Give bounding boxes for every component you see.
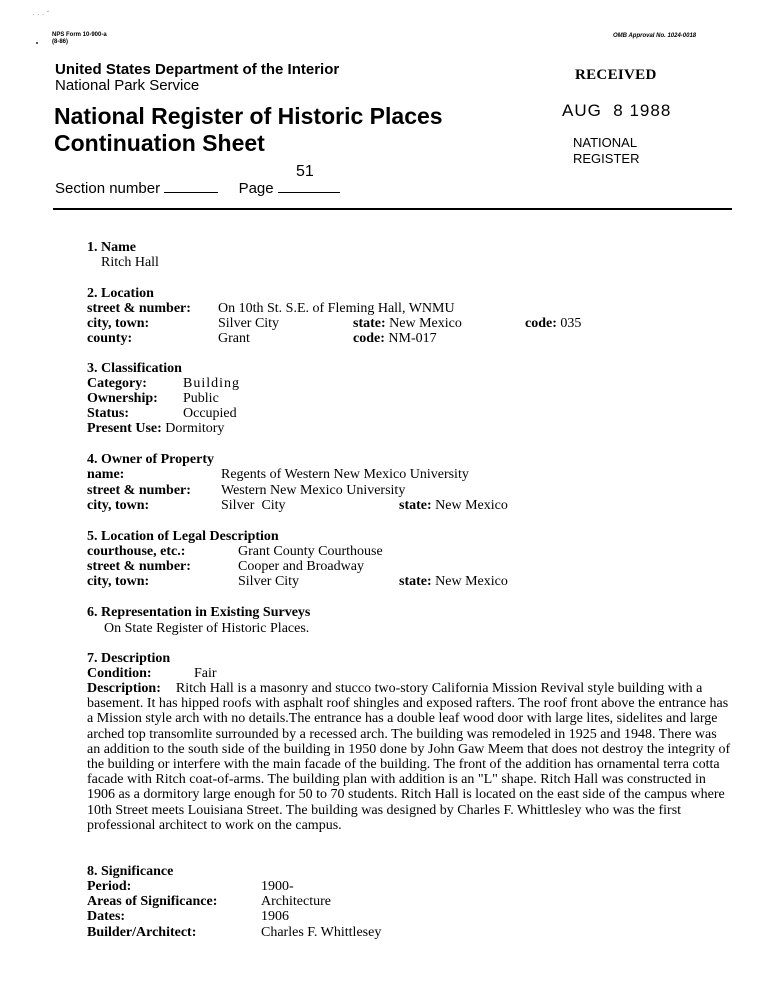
page-blank (278, 180, 340, 193)
field-value: Building (183, 376, 241, 391)
section-heading: 7. Description (87, 651, 171, 666)
field-value: 1900- (261, 879, 294, 894)
page-label: Page (238, 180, 274, 197)
field-value: New Mexico (435, 574, 508, 589)
code-field (525, 316, 581, 331)
field-label: Condition: (87, 666, 152, 681)
scan-marks: · · · ˇ (32, 10, 50, 19)
field-label: state: (353, 316, 386, 331)
field-label: Status: (87, 406, 130, 421)
form-number: NPS Form 10-900-a (8-86) (52, 32, 107, 45)
field-value: Charles F. Whittlesey (261, 925, 382, 940)
section-heading: 3. Classification (87, 361, 182, 376)
field-value: New Mexico (435, 498, 508, 513)
state-field (399, 574, 508, 589)
scan-dot (36, 42, 38, 44)
received-date: AUG 8 1988 (562, 101, 672, 120)
field-value: Grant County Courthouse (238, 544, 383, 559)
field-value: Fair (194, 666, 217, 681)
state-field (353, 316, 462, 331)
field-label: state: (399, 498, 432, 513)
field-value: 035 (560, 316, 582, 331)
property-name: Ritch Hall (101, 255, 159, 271)
field-label: street & number: (87, 559, 191, 574)
page-number: 51 (296, 163, 314, 180)
field-label: Category: (87, 376, 147, 391)
field-label: courthouse, etc.: (87, 544, 186, 559)
field-value: NM-017 (388, 331, 437, 346)
section-name (87, 240, 159, 270)
field-label: city, town: (87, 498, 150, 513)
field-label: street & number: (87, 483, 191, 498)
field-value: Architecture (261, 894, 331, 909)
field-label: city, town: (87, 574, 150, 589)
section-heading: 5. Location of Legal Description (87, 529, 279, 544)
county-code-field (353, 331, 437, 346)
field-value: Cooper and Broadway (238, 559, 364, 574)
field-value: Grant (218, 331, 250, 346)
field-value: Public (183, 391, 219, 406)
field-label: name: (87, 467, 125, 482)
field-value: Regents of Western New Mexico University (221, 467, 469, 482)
field-label: Period: (87, 879, 132, 894)
field-label: city, town: (87, 316, 150, 331)
section-heading: 6. Representation in Existing Surveys (87, 605, 311, 620)
section-heading: 1. Name (87, 240, 136, 255)
description-paragraph (87, 681, 732, 833)
field-label: Ownership: (87, 391, 158, 406)
field-label: code: (525, 316, 557, 331)
present-use-field (87, 421, 224, 436)
national-register-stamp: NATIONAL REGISTER (573, 135, 640, 166)
field-label: street & number: (87, 301, 191, 316)
field-value: Dormitory (165, 421, 225, 436)
field-label: county: (87, 331, 133, 346)
section-blank (164, 180, 218, 193)
field-label: code: (353, 331, 385, 346)
field-value: Occupied (183, 406, 237, 421)
field-value: Western New Mexico University (221, 483, 406, 498)
field-label: Builder/Architect: (87, 925, 197, 940)
field-value: On 10th St. S.E. of Fleming Hall, WNMU (218, 301, 455, 316)
field-value: On State Register of Historic Places. (104, 621, 310, 636)
section-page-row (55, 180, 340, 197)
section-heading: 8. Significance (87, 864, 174, 879)
field-label: Dates: (87, 909, 126, 924)
field-value: Silver City (218, 316, 280, 331)
field-label: Areas of Significance: (87, 894, 218, 909)
field-value: 1906 (261, 909, 289, 924)
field-label: state: (399, 574, 432, 589)
field-label: Present Use: (87, 421, 162, 436)
received-stamp: RECEIVED (575, 67, 657, 83)
omb-approval: OMB Approval No. 1024-0018 (613, 33, 697, 39)
header-divider (53, 208, 732, 210)
department: United States Department of the Interior (55, 61, 340, 78)
section-heading: 4. Owner of Property (87, 452, 215, 467)
section-label: Section number (55, 180, 161, 197)
field-value: Ritch Hall is a masonry and stucco two-story California Mission Revival style building with a basement. It has hipped roofs with asphalt roof shingles and exposed rafters. The roof front above the entrance has a Mission style arch with no details.The entrance has a double leaf wood door with large lites, sidelites and large arched top transomlite surrounded by a recessed arch. The building was remodeled in 1925 and 1948. There was an addition to the south side of the building in 1950 done by John Gaw Meem that does not destroy the integrity of the building or interfere with the main facade of the building. The front of the addition has ornamental terra cotta facade with Ritch coat-of-arms. The building plan with addition is an "L" shape. Ritch Hall was constructed in 1906 as a dormitory large enough for 50 to 70 students. Ritch Hall is located on the east side of the campus where 10th Street meets Louisiana Street. The building was designed by Charles F. Whittlesley who was the first professional architect to work on the campus. (87, 681, 731, 833)
field-value: Silver City (238, 574, 300, 589)
field-value: New Mexico (389, 316, 462, 331)
section-heading: 2. Location (87, 286, 154, 301)
service: National Park Service (55, 77, 200, 94)
state-field (399, 498, 508, 513)
field-label: Description: (87, 681, 161, 696)
page-title: National Register of Historic Places Continuation Sheet (54, 103, 443, 156)
field-value: Silver City (221, 498, 286, 513)
